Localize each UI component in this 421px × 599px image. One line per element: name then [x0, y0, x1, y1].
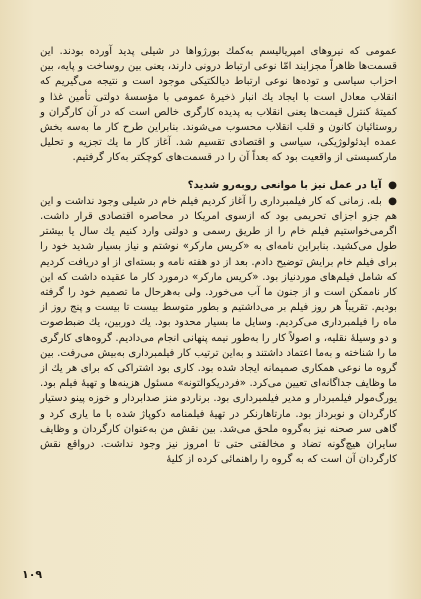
- bullet-icon: ●: [388, 179, 397, 191]
- body-text: [40, 44, 397, 467]
- interview-answer: [40, 194, 397, 468]
- answer-text: بله. زمانی که کار فیلمبرداری را آغاز کردیم فیلم خام در شیلی وجود نداشت و این هم جزو اجزای تحریمی بود که ازسوی امریکا در محاصره اقتصادی قرار داشت. اگرمی‌خواستیم فیلم خام را از طریق رسمی و دولتی وارد کنیم یك سال یا بیشتر طول می‌کشید. بنابراین نامه‌ای به «کریس مارکر» نوشتم و نیاز بسیار شدید خود را برای فیلم خام برایش توضیح دادم. بعد از دو هفته نامه و بسته‌ای از او دریافت کردیم که شامل فیلم‌های موردنیاز بود. «کریس مارکر» درمورد کار ما عقیده داشت که این کار ناممکن است و از جنون ما آب می‌خورد. ولی به‌هرحال ما تصمیم خود را گرفته بودیم. تقریباً هر روز فیلم بر می‌داشتیم و بطور متوسط بیست تا بیست و پنج روز از ماه را فیلمبرداری می‌کردیم. وسایل ما بسیار محدود بود. یك دوربین، یك ضبط‌صوت و دو وسیلهٔ نقلیه، و اصولاً کار را به‌طور نیمه پنهانی انجام می‌دادیم. گروه‌های کارگری ما را شناخته و به‌ما اعتماد داشتند و به‌این ترتیب کار فیلمبرداری به‌بیش می‌رفت. بین گروه ما نوعی همکاری صمیمانه ایجاد شده بود. کاری بود اشتراکی که برای هر یك از ما وظایف جداگانه‌ای تعیین می‌کرد. «فردریکوالتونه» مسئول هزینه‌ها و تهیهٔ فیلم بود. یورگ‌مولر فیلمبردار و مدیر فیلمبرداری بود. برناردو منز صدابردار و خوزه پینو دستیار کارگردان و نوبرداز بود. مارتاهارنکر در تهیهٔ فیلمنامه دکوپاژ شده با ما یاری کرد و گاهی سر صحنه نیز به‌گروه ملحق می‌شد. بین نقش من به‌عنوان کارگردان و وظایف سایران هیچ‌گونه تضاد و مخالفتی حتی تا امروز نیز وجود نداشت. درواقع نقش کارگردان آن است که به گروه را راهنمائی کرده از کلیهٔ: [40, 195, 397, 466]
- page-number: ۱۰۹: [22, 568, 43, 581]
- question-text: آیا در عمل نیز با موانعی روبه‌رو شدید؟: [187, 179, 382, 191]
- interview-question: [40, 178, 397, 193]
- intro-paragraph: عمومی که نیروهای امپریالیسم به‌کمك بورژواها در شیلی پدید آورده بودند. این قسمت‌ها ظاهراً مجزایند امّا نوعی ارتباط درونی دارند، یعنی بین روساخت و پایه، بین احزاب سیاسی و توده‌ها نوعی ارتباط دیالکتیکی موجود است و نتیجه می‌گیریم که انقلاب معادل است با ایجاد یك انبار ذخیرهٔ عمومی با مؤسسهٔ دولتی تأمین غذا و کمیتهٔ کنترل قیمت‌ها یعنی انقلاب به پدیده کارگری خالص است که در آن کارگران و روستائیان کانون و قلب انقلاب محسوب می‌شوند. بنابراین طرح کار ما به‌سه بخش عمده ایدئولوژیکی، سیاسی و اقتصادی تقسیم شد. آغاز کار ما یك تجزیه و تحلیل مارکسیستی از واقعیت بود که بعداً آن را در قسمت‌های کوچکتر به‌کار گرفتیم.: [40, 46, 397, 164]
- bullet-icon: ●: [388, 195, 397, 207]
